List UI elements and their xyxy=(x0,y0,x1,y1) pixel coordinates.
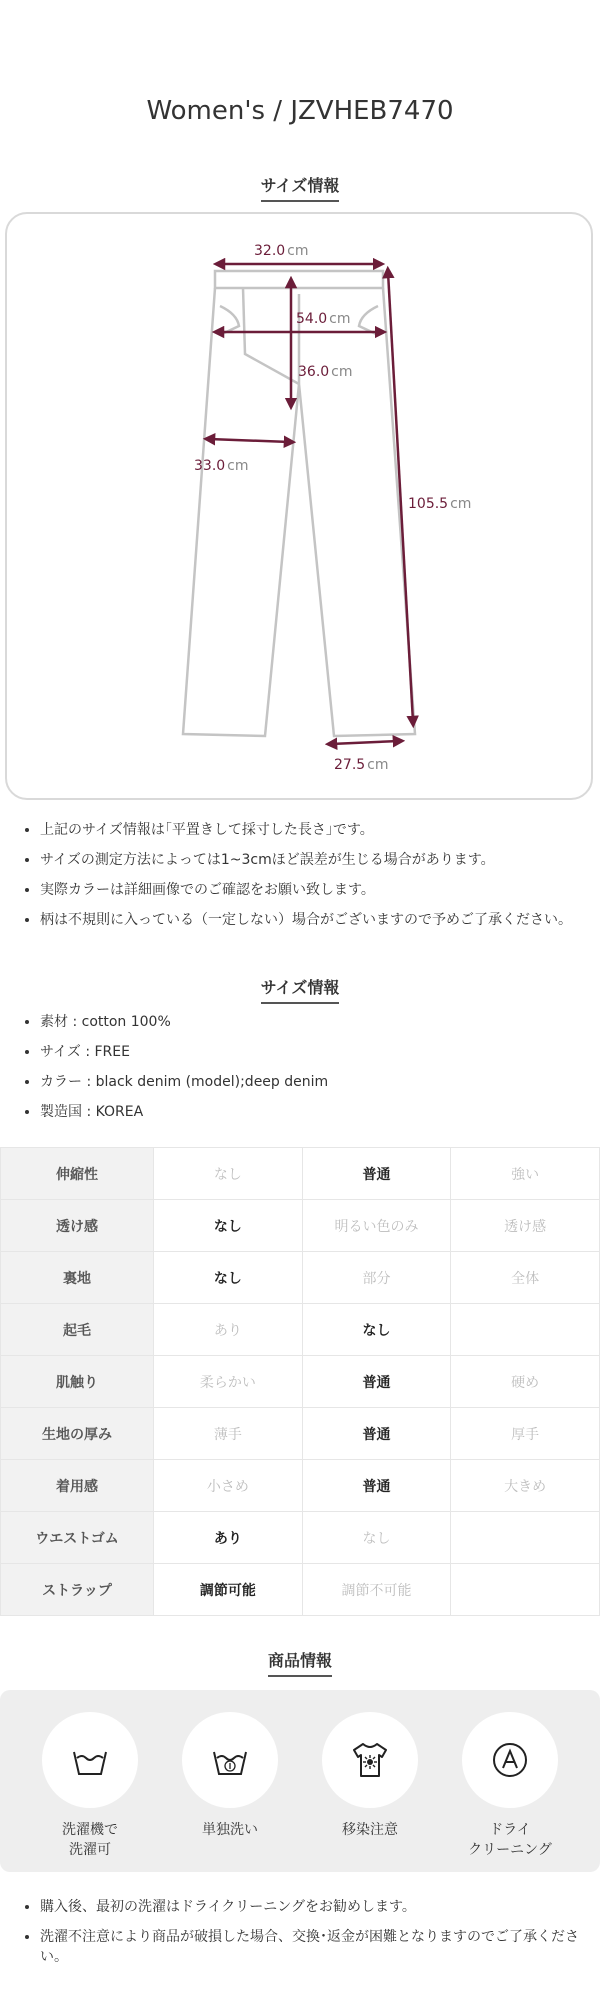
list-item: • 洗濯不注意により商品が破損した場合、交換･返金が困難となりますのでご了承ください。 xyxy=(40,1927,580,1967)
size-diagram xyxy=(5,212,593,800)
dry-clean-icon xyxy=(490,1740,530,1780)
list-item: • サイズ : FREE xyxy=(40,1042,580,1062)
attribute-option: 普通 xyxy=(302,1356,451,1408)
waist-measurement: 32.0 cm xyxy=(254,243,309,259)
care-item-machine-wash: 洗濯機で 洗濯可 xyxy=(40,1712,140,1860)
attribute-label: 伸縮性 xyxy=(1,1148,154,1200)
attribute-option: 普通 xyxy=(302,1460,451,1512)
table-row xyxy=(1,1408,600,1460)
attribute-option: なし xyxy=(302,1512,451,1564)
machine-wash-icon xyxy=(70,1740,110,1780)
care-icons-panel xyxy=(0,1690,600,1872)
product-notes-list xyxy=(0,1897,600,1977)
list-item: • 購入後、最初の洗濯はドライクリーニングをお勧めします。 xyxy=(40,1897,580,1917)
attribute-option: あり xyxy=(154,1512,303,1564)
attribute-option xyxy=(451,1564,600,1616)
attribute-table xyxy=(0,1147,600,1616)
pants-illustration xyxy=(7,214,595,802)
attribute-option: 部分 xyxy=(302,1252,451,1304)
attribute-option: あり xyxy=(154,1304,303,1356)
separate-wash-icon xyxy=(210,1740,250,1780)
product-info-heading: 商品情報 xyxy=(0,1648,600,1677)
attribute-option xyxy=(451,1512,600,1564)
table-row xyxy=(1,1460,600,1512)
hip-measurement: 54.0 cm xyxy=(296,311,351,327)
attribute-option: 小さめ xyxy=(154,1460,303,1512)
attribute-option: なし xyxy=(154,1200,303,1252)
attribute-option: 全体 xyxy=(451,1252,600,1304)
attribute-label: 着用感 xyxy=(1,1460,154,1512)
attribute-label: 肌触り xyxy=(1,1356,154,1408)
list-item: • 上記のサイズ情報は｢平置きして採寸した長さ｣です。 xyxy=(40,820,580,840)
table-row xyxy=(1,1200,600,1252)
list-item: • 実際カラーは詳細画像でのご確認をお願い致します。 xyxy=(40,880,580,900)
attribute-label: ストラップ xyxy=(1,1564,154,1616)
size-notes-list xyxy=(0,820,600,940)
attribute-option: 強い xyxy=(451,1148,600,1200)
color-transfer-icon xyxy=(350,1740,390,1780)
attribute-option: 調節可能 xyxy=(154,1564,303,1616)
attribute-option: 透け感 xyxy=(451,1200,600,1252)
size-info-heading: サイズ情報 xyxy=(0,173,600,202)
list-item: • 素材 : cotton 100% xyxy=(40,1012,580,1032)
attribute-option: 厚手 xyxy=(451,1408,600,1460)
page-title: Women's / JZVHEB7470 xyxy=(146,96,454,126)
attribute-option: 明るい色のみ xyxy=(302,1200,451,1252)
rise-measurement: 36.0 cm xyxy=(298,364,353,380)
attribute-label: 起毛 xyxy=(1,1304,154,1356)
attribute-label: 裏地 xyxy=(1,1252,154,1304)
care-item-color-transfer: 移染注意 xyxy=(320,1712,420,1840)
table-row xyxy=(1,1304,600,1356)
table-row xyxy=(1,1512,600,1564)
attribute-option: なし xyxy=(154,1148,303,1200)
attribute-label: 生地の厚み xyxy=(1,1408,154,1460)
list-item: • サイズの測定方法によっては1~3cmほど誤差が生じる場合があります。 xyxy=(40,850,580,870)
list-item: • 製造国 : KOREA xyxy=(40,1102,580,1122)
care-item-separate-wash: 単独洗い xyxy=(180,1712,280,1840)
list-item: • 柄は不規則に入っている（一定しない）場合がございますので予めご了承ください。 xyxy=(40,910,580,930)
attribute-option: 大きめ xyxy=(451,1460,600,1512)
table-row xyxy=(1,1564,600,1616)
attribute-option: 硬め xyxy=(451,1356,600,1408)
attribute-option: 柔らかい xyxy=(154,1356,303,1408)
attribute-option: 普通 xyxy=(302,1148,451,1200)
attribute-label: ウエストゴム xyxy=(1,1512,154,1564)
table-row xyxy=(1,1356,600,1408)
spec-heading: サイズ情報 xyxy=(0,975,600,1004)
attribute-option: 普通 xyxy=(302,1408,451,1460)
care-item-dry-clean: ドライ クリーニング xyxy=(460,1712,560,1860)
attribute-option xyxy=(451,1304,600,1356)
attribute-option: なし xyxy=(154,1252,303,1304)
list-item: • カラー : black denim (model);deep denim xyxy=(40,1072,580,1092)
thigh-measurement: 33.0 cm xyxy=(194,458,249,474)
hem-measurement: 27.5 cm xyxy=(334,757,389,773)
table-row xyxy=(1,1252,600,1304)
length-measurement: 105.5 cm xyxy=(408,496,472,512)
table-row xyxy=(1,1148,600,1200)
attribute-option: なし xyxy=(302,1304,451,1356)
spec-list xyxy=(0,1012,600,1132)
attribute-option: 調節不可能 xyxy=(302,1564,451,1616)
attribute-label: 透け感 xyxy=(1,1200,154,1252)
attribute-option: 薄手 xyxy=(154,1408,303,1460)
